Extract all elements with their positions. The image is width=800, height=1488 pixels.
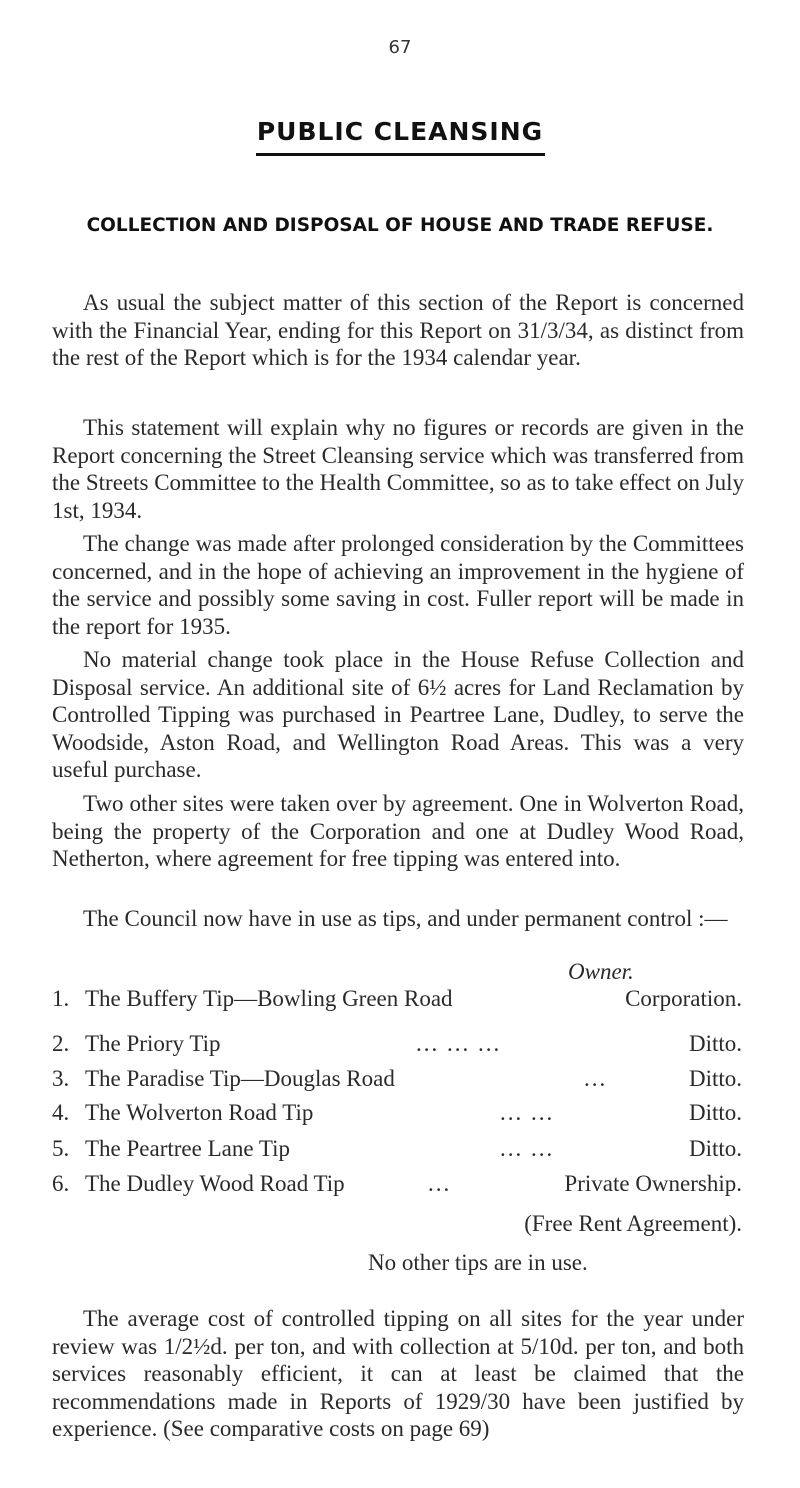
tip-leader: ... ... bbox=[500, 1100, 555, 1125]
tip-owner: Ditto. bbox=[688, 1066, 742, 1091]
paragraph-street-cleansing: This statement will explain why no figures or records are given in the Report concerning the Street Cleansing service which was transferred from the Streets Committee to the Health Committee, so as to take effect on July 1st, 1934. bbox=[52, 415, 744, 523]
paragraph-change-reason: The change was made after prolonged consideration by the Committees concerned, and in the hope of achieving an improvement in the hygiene of the service and possibly some saving in cost. Fuller report will be made in the report for 1935. bbox=[52, 531, 744, 639]
page-title: PUBLIC CLEANSING bbox=[256, 117, 544, 146]
list-item bbox=[52, 1171, 742, 1199]
list-item bbox=[52, 1100, 742, 1128]
tip-name: The Paradise Tip—Douglas Road bbox=[85, 1066, 395, 1091]
paragraph-average-cost: The average cost of controlled tipping on all sites for the year under review was 1/2½d. per ton, and with collection at 5/10d. per ton, and both services reasonably efficient, it can at least be claimed that the recommendations made in Reports of 1929/30 have been justified by experience. (See comparative costs on page 69) bbox=[52, 1306, 744, 1441]
list-item bbox=[52, 1136, 742, 1164]
list-item bbox=[52, 1031, 742, 1059]
page-number: 67 bbox=[388, 37, 412, 58]
paragraph-other-sites: Two other sites were taken over by agreement. One in Wolverton Road, being the property of the Corporation and one at Dudley Wood Road, Netherton, where agreement for free tipping was entered into. bbox=[52, 791, 744, 871]
section-subtitle: COLLECTION AND DISPOSAL OF HOUSE AND TRADE REFUSE. bbox=[86, 215, 714, 236]
tip-number: 3. bbox=[52, 1066, 70, 1091]
closing-note: No other tips are in use. bbox=[368, 1250, 588, 1275]
tip-owner: Ditto. bbox=[688, 1100, 742, 1125]
tip-number: 1. bbox=[52, 986, 70, 1011]
list-item bbox=[52, 1066, 742, 1094]
paragraph-tips-intro: The Council now have in use as tips, and under permanent control :— bbox=[83, 906, 728, 931]
tip-leader: ... bbox=[428, 1171, 452, 1196]
title-underline bbox=[256, 153, 545, 156]
paragraph-house-refuse: No material change took place in the House Refuse Collection and Disposal service. An additional site of 6½ acres for Land Reclamation by Controlled Tipping was purchased in Peartree Lane, Dudley, to serve the Woodside, Aston Road, and Wellington Road Areas. This was a very useful purchase. bbox=[52, 647, 744, 782]
tip-number: 4. bbox=[52, 1100, 70, 1125]
paragraph-financial-year: As usual the subject matter of this section of the Report is concerned with the Financial Year, ending for this Report on 31/3/34, as distinct from the rest of the Report which is for the 1934 calendar year. bbox=[52, 290, 744, 370]
tip-name: The Buffery Tip—Bowling Green Road bbox=[85, 986, 453, 1011]
tip-leader: ... ... ... bbox=[416, 1031, 502, 1056]
tip-owner: Ditto. bbox=[688, 1031, 742, 1056]
tip-number: 2. bbox=[52, 1031, 70, 1056]
tip-name: The Peartree Lane Tip bbox=[85, 1136, 291, 1161]
tip-number: 6. bbox=[52, 1171, 70, 1196]
tip-name: The Priory Tip bbox=[85, 1031, 221, 1056]
tip-number: 5. bbox=[52, 1136, 70, 1161]
tip-owner: Corporation. bbox=[625, 986, 742, 1011]
tip-owner: Ditto. bbox=[688, 1136, 742, 1161]
tip-leader: ... ... bbox=[500, 1136, 555, 1161]
tip-owner: Private Ownership. bbox=[564, 1171, 742, 1196]
owner-column-header: Owner. bbox=[568, 959, 634, 984]
owner-note: (Free Rent Agreement). bbox=[524, 1211, 742, 1236]
tip-name: The Dudley Wood Road Tip bbox=[85, 1171, 345, 1196]
tip-leader: ... bbox=[584, 1066, 608, 1091]
tip-name: The Wolverton Road Tip bbox=[85, 1100, 314, 1125]
list-item bbox=[52, 986, 742, 1014]
